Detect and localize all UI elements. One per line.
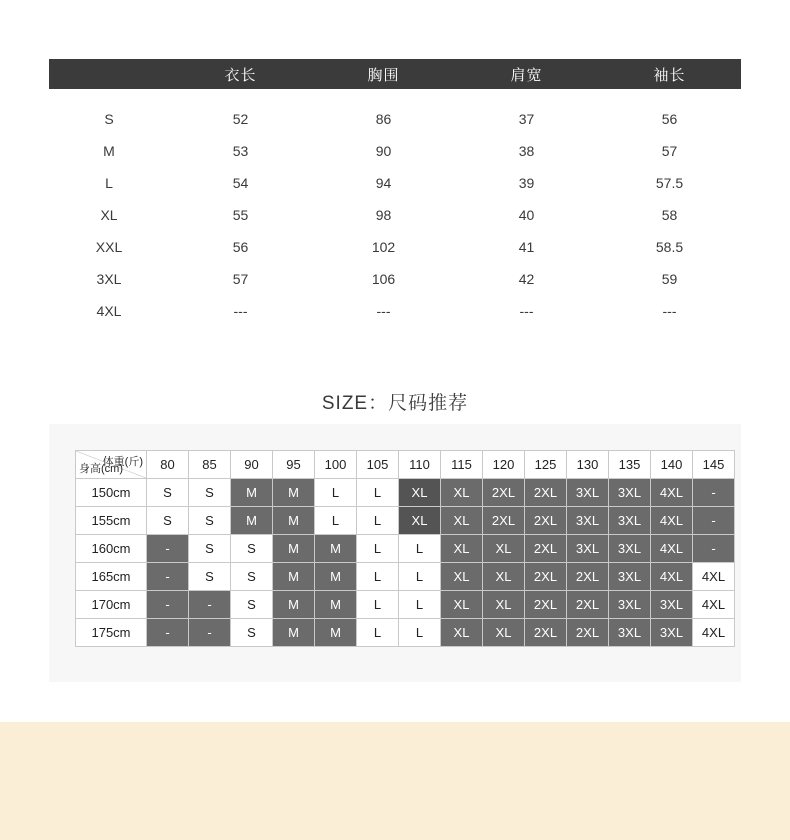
recommend-header-row	[76, 451, 735, 479]
value-shoulder: 40	[455, 199, 598, 231]
weight-col-header: 105	[357, 451, 399, 479]
size-cell: -	[693, 535, 735, 563]
size-cell: -	[147, 535, 189, 563]
size-cell: M	[315, 563, 357, 591]
size-cell: 3XL	[609, 507, 651, 535]
size-cell: S	[189, 563, 231, 591]
size-cell: 2XL	[525, 619, 567, 647]
value-bust: ---	[312, 295, 455, 327]
value-sleeve: 59	[598, 263, 741, 295]
recommend-head	[76, 451, 735, 479]
size-label: XXL	[49, 231, 169, 263]
size-cell: M	[315, 591, 357, 619]
size-cell: 4XL	[693, 591, 735, 619]
measurement-header-length: 衣长	[169, 59, 312, 89]
size-cell: L	[315, 479, 357, 507]
size-cell: 3XL	[609, 563, 651, 591]
value-length: 53	[169, 135, 312, 167]
value-bust: 86	[312, 103, 455, 135]
size-cell: XL	[441, 563, 483, 591]
weight-col-header: 110	[399, 451, 441, 479]
size-cell: 3XL	[609, 479, 651, 507]
size-cell: XL	[483, 563, 525, 591]
value-bust: 102	[312, 231, 455, 263]
size-recommend-table	[75, 450, 735, 647]
table-row	[76, 535, 735, 563]
size-cell: M	[231, 507, 273, 535]
table-row	[76, 563, 735, 591]
weight-col-header: 85	[189, 451, 231, 479]
value-bust: 94	[312, 167, 455, 199]
weight-col-header: 80	[147, 451, 189, 479]
size-cell: S	[231, 591, 273, 619]
value-length: 57	[169, 263, 312, 295]
height-row-label: 165cm	[76, 563, 147, 591]
measurement-table-body	[49, 89, 741, 327]
size-cell: S	[189, 507, 231, 535]
value-sleeve: ---	[598, 295, 741, 327]
table-row	[49, 103, 741, 135]
size-cell: 4XL	[651, 479, 693, 507]
size-recommend-grid	[75, 450, 735, 647]
size-cell: XL	[441, 619, 483, 647]
size-cell: M	[273, 591, 315, 619]
weight-axis-label: 体重(斤)	[102, 456, 143, 468]
value-bust: 98	[312, 199, 455, 231]
size-cell: 3XL	[567, 479, 609, 507]
size-cell: 2XL	[525, 535, 567, 563]
size-cell: M	[273, 619, 315, 647]
size-cell: -	[147, 619, 189, 647]
weight-col-header: 140	[651, 451, 693, 479]
size-cell: S	[189, 535, 231, 563]
size-cell: S	[231, 619, 273, 647]
size-cell: -	[189, 619, 231, 647]
weight-col-header: 120	[483, 451, 525, 479]
size-cell: M	[273, 507, 315, 535]
size-cell: 2XL	[525, 563, 567, 591]
measurement-header-sleeve: 袖长	[598, 59, 741, 89]
size-cell: L	[357, 535, 399, 563]
value-length: 55	[169, 199, 312, 231]
size-cell: L	[357, 563, 399, 591]
size-cell: -	[147, 563, 189, 591]
size-cell: 2XL	[567, 619, 609, 647]
weight-col-header: 135	[609, 451, 651, 479]
height-row-label: 175cm	[76, 619, 147, 647]
size-cell: S	[231, 535, 273, 563]
weight-col-header: 90	[231, 451, 273, 479]
value-bust: 90	[312, 135, 455, 167]
value-length: 52	[169, 103, 312, 135]
measurement-table-grid	[49, 59, 741, 327]
value-bust: 106	[312, 263, 455, 295]
size-cell: 2XL	[567, 591, 609, 619]
size-cell: S	[189, 479, 231, 507]
size-cell: -	[693, 479, 735, 507]
size-cell: L	[357, 507, 399, 535]
table-row	[49, 167, 741, 199]
bottom-decorative-band	[0, 722, 790, 840]
size-label: M	[49, 135, 169, 167]
height-row-label: 160cm	[76, 535, 147, 563]
measurement-header-blank	[49, 59, 169, 89]
size-label: XL	[49, 199, 169, 231]
size-cell: S	[231, 563, 273, 591]
weight-col-header: 145	[693, 451, 735, 479]
size-cell: 2XL	[525, 507, 567, 535]
size-label: L	[49, 167, 169, 199]
size-label: S	[49, 103, 169, 135]
value-sleeve: 56	[598, 103, 741, 135]
size-cell: M	[231, 479, 273, 507]
size-cell: M	[273, 535, 315, 563]
size-cell: 3XL	[609, 591, 651, 619]
table-row	[76, 619, 735, 647]
size-label: 3XL	[49, 263, 169, 295]
value-length: 54	[169, 167, 312, 199]
size-cell: 4XL	[651, 563, 693, 591]
size-cell: M	[315, 535, 357, 563]
size-cell: 4XL	[693, 619, 735, 647]
size-cell: L	[399, 535, 441, 563]
value-shoulder: 42	[455, 263, 598, 295]
size-recommend-panel	[49, 424, 741, 682]
size-cell: 2XL	[567, 563, 609, 591]
table-row	[76, 479, 735, 507]
size-cell: 4XL	[693, 563, 735, 591]
value-sleeve: 58.5	[598, 231, 741, 263]
size-cell: L	[357, 479, 399, 507]
value-sleeve: 57	[598, 135, 741, 167]
size-cell: 3XL	[651, 591, 693, 619]
page-title: SIZE：尺码推荐	[321, 393, 469, 414]
size-cell: 3XL	[567, 507, 609, 535]
table-row	[49, 135, 741, 167]
size-cell: XL	[441, 535, 483, 563]
measurement-table	[49, 59, 741, 327]
size-cell: 3XL	[609, 535, 651, 563]
table-row	[49, 231, 741, 263]
size-cell: XL	[483, 535, 525, 563]
table-row	[49, 295, 741, 327]
weight-col-header: 95	[273, 451, 315, 479]
size-cell: XL	[483, 591, 525, 619]
size-cell: L	[357, 619, 399, 647]
measurement-header-shoulder: 肩宽	[455, 59, 598, 89]
size-cell: M	[315, 619, 357, 647]
axis-corner	[76, 451, 147, 479]
value-shoulder: 37	[455, 103, 598, 135]
measurement-header-row	[49, 59, 741, 89]
measurement-spacer-row	[49, 89, 741, 103]
height-row-label: 150cm	[76, 479, 147, 507]
size-cell: XL	[483, 619, 525, 647]
size-cell: L	[357, 591, 399, 619]
size-label: 4XL	[49, 295, 169, 327]
size-cell: L	[399, 563, 441, 591]
value-shoulder: ---	[455, 295, 598, 327]
value-shoulder: 39	[455, 167, 598, 199]
size-cell: XL	[441, 507, 483, 535]
table-row	[76, 507, 735, 535]
size-cell: -	[147, 591, 189, 619]
value-sleeve: 57.5	[598, 167, 741, 199]
table-row	[49, 199, 741, 231]
value-shoulder: 38	[455, 135, 598, 167]
size-cell: M	[273, 563, 315, 591]
size-cell: XL	[441, 591, 483, 619]
size-cell: 3XL	[609, 619, 651, 647]
height-row-label: 170cm	[76, 591, 147, 619]
weight-col-header: 125	[525, 451, 567, 479]
size-cell: XL	[399, 479, 441, 507]
size-cell: 4XL	[651, 507, 693, 535]
value-sleeve: 58	[598, 199, 741, 231]
value-length: 56	[169, 231, 312, 263]
size-cell: 4XL	[651, 535, 693, 563]
table-row	[76, 591, 735, 619]
measurement-table-head	[49, 59, 741, 89]
height-axis-label: 身高(cm)	[79, 463, 123, 475]
size-cell: L	[399, 591, 441, 619]
size-cell: -	[693, 507, 735, 535]
size-cell: 2XL	[525, 479, 567, 507]
weight-col-header: 130	[567, 451, 609, 479]
weight-col-header: 100	[315, 451, 357, 479]
height-row-label: 155cm	[76, 507, 147, 535]
size-cell: 2XL	[483, 479, 525, 507]
size-cell: L	[399, 619, 441, 647]
size-cell: M	[273, 479, 315, 507]
size-cell: XL	[441, 479, 483, 507]
size-cell: 2XL	[483, 507, 525, 535]
size-cell: 3XL	[651, 619, 693, 647]
size-cell: S	[147, 507, 189, 535]
value-length: ---	[169, 295, 312, 327]
size-cell: S	[147, 479, 189, 507]
measurement-header-bust: 胸围	[312, 59, 455, 89]
size-cell: L	[315, 507, 357, 535]
size-cell: -	[189, 591, 231, 619]
size-cell: 3XL	[567, 535, 609, 563]
table-row	[49, 263, 741, 295]
weight-col-header: 115	[441, 451, 483, 479]
value-shoulder: 41	[455, 231, 598, 263]
size-cell: XL	[399, 507, 441, 535]
recommend-body	[76, 479, 735, 647]
size-cell: 2XL	[525, 591, 567, 619]
